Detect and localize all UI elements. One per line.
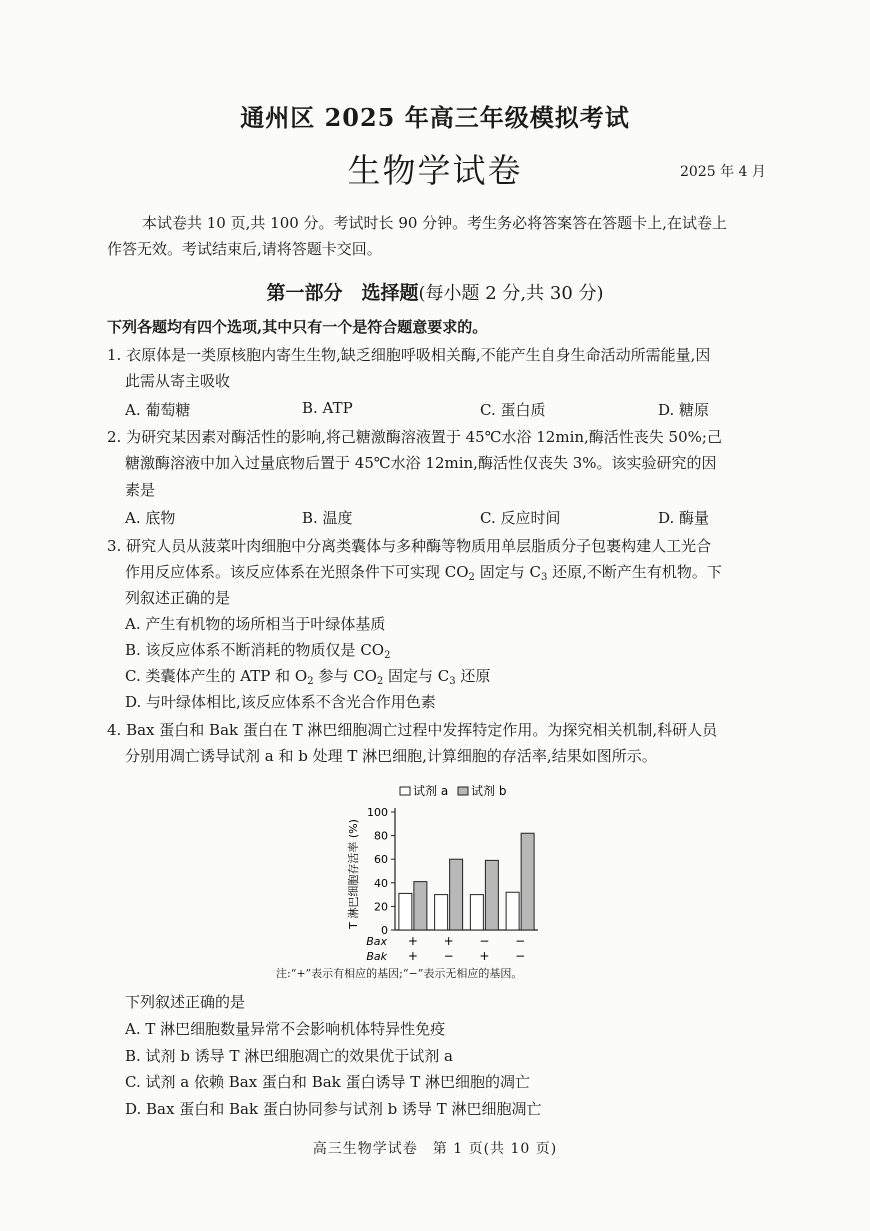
row-bax-group2: +	[443, 934, 454, 948]
q3-option-c: C. 类囊体产生的 ATP 和 $O_2$ 参与 $CO_2$ 固定与 $C_3$ 还原	[125, 667, 491, 687]
q3-stem-line-2: 作用反应体系。该反应体系在光照条件下可实现 $CO_2$ 固定与 $C_3$ 还原,不断产生有机物。下	[125, 563, 722, 583]
q2-option-a: A. 底物	[125, 509, 176, 527]
page-footer: 高三生物学试卷 第 1 页(共 10 页)	[312, 1141, 558, 1157]
q4-stem-line-2: 分别用凋亡诱导试剂 a 和 b 处理 T 淋巴细胞,计算细胞的存活率,结果如图所示。	[125, 747, 657, 765]
legend-label-1: 试剂 a	[413, 784, 449, 798]
chart-genotype-rows	[366, 934, 525, 963]
q4-option-d: D. Bax 蛋白和 Bak 蛋白协同参与试剂 b 诱导 T 淋巴细胞凋亡	[125, 1100, 542, 1118]
q2-option-b: B. 温度	[302, 509, 353, 527]
legend-label-2: 试剂 b	[471, 784, 507, 798]
row-bax-group3: −	[479, 934, 490, 948]
section-heading	[0, 278, 870, 305]
q1-option-c: C. 蛋白质	[480, 401, 546, 419]
bar-series1-group4	[506, 892, 519, 930]
bar-series1-group1	[399, 893, 412, 930]
q2-option-c: C. 反应时间	[480, 509, 561, 527]
q4-option-c: C. 试剂 a 依赖 Bax 蛋白和 Bak 蛋白诱导 T 淋巴细胞的凋亡	[125, 1073, 531, 1091]
chart-note: 注:“+”表示有相应的基因;“−”表示无相应的基因。	[276, 967, 523, 980]
row-bak-group2: −	[443, 949, 454, 963]
y-tick-label-20: 20	[374, 900, 388, 914]
q4-stem-line-1: 4. Bax 蛋白和 Bak 蛋白在 T 淋巴细胞凋亡过程中发挥特定作用。为探究相关机制,科研人员	[107, 721, 718, 739]
chart-bars	[399, 833, 534, 930]
bar-series2-group4	[521, 833, 534, 930]
section-scoring: (每小题 2 分,共 30 分)	[418, 283, 604, 304]
q2-stem-line-3: 素是	[125, 481, 156, 499]
q1-option-a: A. 葡萄糖	[125, 401, 191, 419]
subject-title: 生物学试卷	[347, 151, 523, 190]
q1-option-d: D. 糖原	[658, 401, 710, 419]
exam-title: 通州区 2025 年高三年级模拟考试	[240, 103, 630, 132]
y-axis-label: T 淋巴细胞存活率 (%)	[347, 819, 360, 929]
y-tick-label-40: 40	[374, 876, 388, 890]
bar-series1-group2	[435, 895, 448, 930]
y-tick-label-80: 80	[374, 829, 388, 843]
q4-option-b: B. 试剂 b 诱导 T 淋巴细胞凋亡的效果优于试剂 a	[125, 1047, 453, 1065]
q1-stem-line-1: 1. 衣原体是一类原核胞内寄生生物,缺乏细胞呼吸相关酶,不能产生自身生命活动所需能量,因	[107, 346, 711, 364]
q3-option-d: D. 与叶绿体相比,该反应体系不含光合作用色素	[125, 693, 436, 711]
q3-option-b: B. 该反应体系不断消耗的物质仅是 $CO_2$	[125, 641, 391, 661]
q3-stem-line-3: 列叙述正确的是	[125, 589, 231, 607]
y-tick-label-60: 60	[374, 853, 388, 867]
q4-prompt: 下列叙述正确的是	[125, 993, 246, 1011]
row-label-bax: Bax	[366, 935, 387, 948]
survival-rate-chart	[340, 778, 550, 968]
q2-option-d: D. 酶量	[658, 509, 710, 527]
y-tick-label-100: 100	[367, 806, 388, 819]
row-bax-group4: −	[515, 934, 526, 948]
q1-stem-line-2: 此需从寄主吸收	[125, 372, 231, 390]
chart-legend	[400, 784, 506, 798]
q3-option-a: A. 产生有机物的场所相当于叶绿体基质	[125, 615, 386, 633]
row-bak-group1: +	[407, 949, 418, 963]
row-label-bak: Bak	[366, 950, 387, 963]
row-bak-group4: −	[515, 949, 526, 963]
legend-swatch-2	[458, 787, 468, 795]
bar-series2-group3	[485, 860, 498, 930]
row-bax-group1: +	[407, 934, 418, 948]
y-tick-label-0: 0	[381, 924, 388, 937]
instructions-line-1: 本试卷共 10 页,共 100 分。考试时长 90 分钟。考生务必将答案答在答题卡上,在试卷上	[142, 214, 727, 232]
section-title: 第一部分 选择题	[266, 282, 419, 304]
q1-option-b: B. ATP	[302, 399, 353, 417]
exam-date: 2025 年 4 月	[680, 164, 766, 180]
q2-stem-line-2: 糖激酶溶液中加入过量底物后置于 45℃水浴 12min,酶活性仅丧失 3%。该实验研究的因	[125, 454, 717, 472]
row-bak-group3: +	[479, 949, 490, 963]
section-intro: 下列各题均有四个选项,其中只有一个是符合题意要求的。	[107, 318, 488, 336]
instructions-line-2: 作答无效。考试结束后,请将答题卡交回。	[107, 240, 382, 258]
bar-series1-group3	[470, 895, 483, 930]
bar-series2-group1	[414, 882, 427, 930]
bar-series2-group2	[450, 859, 463, 930]
q2-stem-line-1: 2. 为研究某因素对酶活性的影响,将己糖激酶溶液置于 45℃水浴 12min,酶活性丧失 50%;己	[107, 428, 722, 446]
q4-option-a: A. T 淋巴细胞数量异常不会影响机体特异性免疫	[125, 1020, 446, 1038]
q3-stem-line-1: 3. 研究人员从菠菜叶肉细胞中分离类囊体与多种酶等物质用单层脂质分子包裹构建人工光合	[107, 537, 712, 555]
legend-swatch-1	[400, 787, 410, 795]
